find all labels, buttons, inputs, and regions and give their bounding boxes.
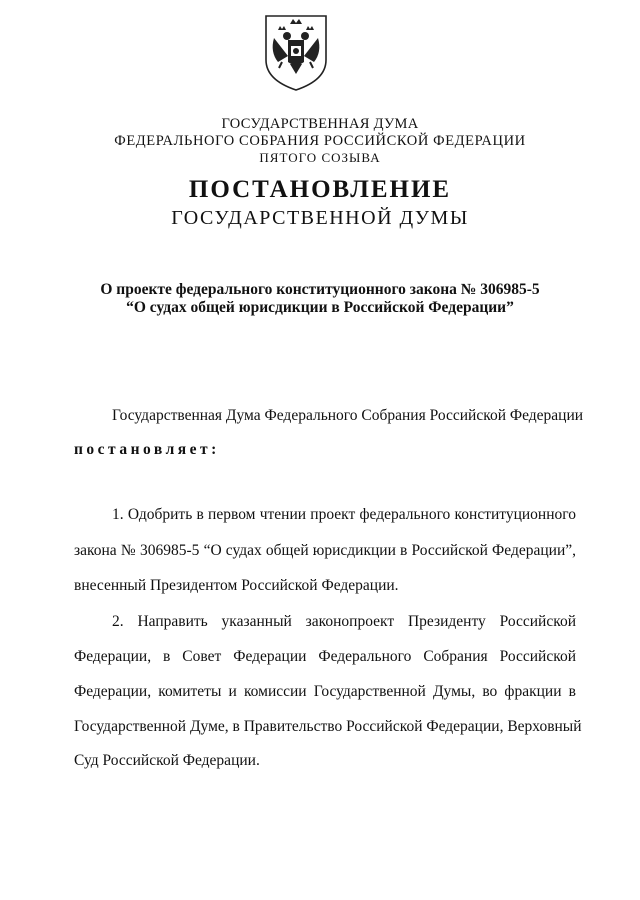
coat-of-arms-icon [260, 10, 332, 92]
paragraph-1-line-2: закона № 306985-5 “О судах общей юрисдикции в Российской Федерации”, [74, 542, 576, 559]
intro-text: Государственная Дума Федерального Собрания Российской Федерации [112, 407, 584, 424]
document-subtitle: ГОСУДАРСТВЕННОЙ ДУМЫ [171, 207, 469, 229]
paragraph-2-line-3: Федерации, комитеты и комиссии Государственной Думы, во фракции в [74, 683, 576, 700]
subject-line-2: “О судах общей юрисдикции в Российской Федерации” [126, 299, 514, 316]
subject-line-1: О проекте федерального конституционного закона № 306985-5 [100, 281, 540, 298]
decides-text: постановляет: [74, 441, 220, 458]
paragraph-2-line-2: Федерации, в Совет Федерации Федерального Собрания Российской [74, 648, 576, 665]
header-line-duma: ГОСУДАРСТВЕННАЯ ДУМА [221, 116, 419, 132]
paragraph-2-line-4: Государственной Думе, в Правительство Российской Федерации, Верховный [74, 718, 582, 735]
document-title: ПОСТАНОВЛЕНИЕ [188, 176, 452, 203]
paragraph-1-line-3: внесенный Президентом Российской Федерации. [74, 577, 399, 594]
paragraph-2-line-1: 2. Направить указанный законопроект Президенту Российской [112, 613, 576, 630]
header-line-assembly: ФЕДЕРАЛЬНОГО СОБРАНИЯ РОССИЙСКОЙ ФЕДЕРАЦИИ [114, 133, 526, 149]
paragraph-2-line-5: Суд Российской Федерации. [74, 752, 260, 769]
header-line-convocation: ПЯТОГО СОЗЫВА [259, 150, 381, 165]
paragraph-1-line-1: 1. Одобрить в первом чтении проект федерального конституционного [112, 506, 576, 523]
